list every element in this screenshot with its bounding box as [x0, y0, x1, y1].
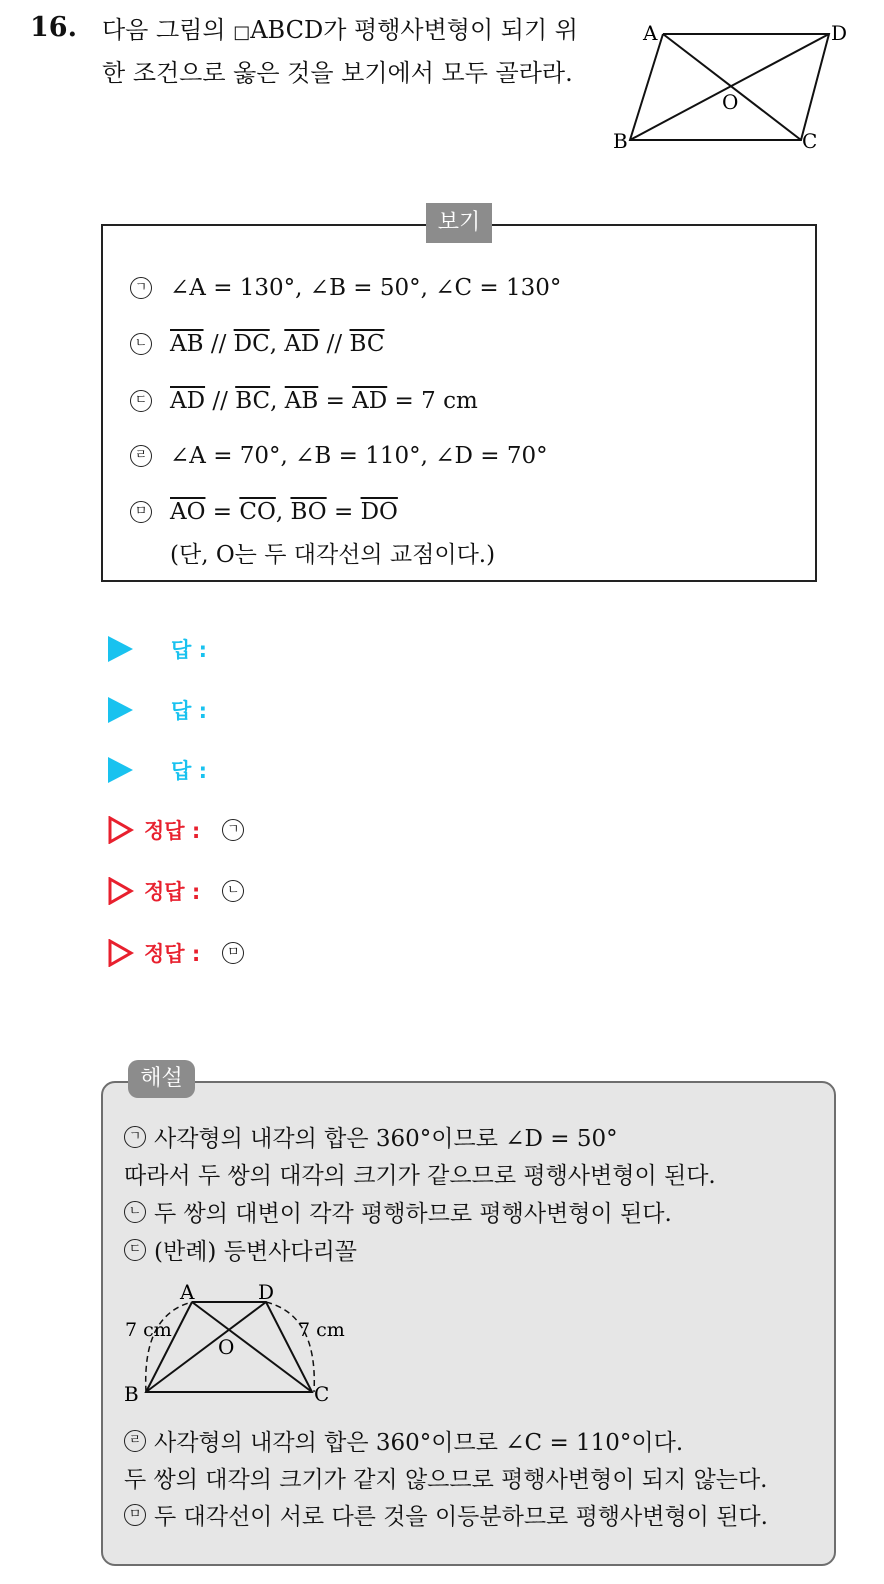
option-2: [130, 331, 384, 357]
option-4: [130, 443, 548, 469]
diagonal-bd: [630, 34, 829, 140]
question-number: 16.: [30, 12, 77, 43]
label-c: C: [802, 129, 818, 153]
option-marker: ㅁ: [130, 501, 152, 523]
side-length-right: 7 cm: [298, 1319, 345, 1341]
correct-label: 정답 :: [144, 942, 201, 966]
outline-triangle-icon: [108, 939, 134, 967]
explanation-text: 따라서 두 쌍의 대각의 크기가 같으므로 평행사변형이 된다.: [124, 1163, 716, 1189]
outline-triangle-icon: [108, 816, 134, 844]
explanation-marker: ㄱ: [124, 1126, 146, 1148]
question-text: [102, 10, 592, 93]
correct-value: ㄴ: [222, 880, 244, 902]
segment-ad: $\overline{AD}$: [284, 331, 320, 357]
label-d: D: [831, 21, 848, 45]
label-c: C: [314, 1382, 330, 1406]
explanation-line-5: [124, 1424, 683, 1457]
relation: //: [203, 331, 234, 357]
option-marker: ㄷ: [130, 390, 152, 412]
explanation-marker: ㄹ: [124, 1430, 146, 1452]
label-a: A: [643, 21, 658, 45]
answer-label: 답 :: [171, 759, 207, 783]
option-1: [130, 275, 561, 301]
play-triangle-icon: [108, 697, 133, 723]
relation: =: [318, 388, 353, 414]
trapezoid-figure: [120, 1275, 360, 1415]
question-text-part: 다음 그림의: [102, 16, 234, 44]
label-o: O: [722, 90, 739, 114]
segment-do: $\overline{DO}$: [360, 499, 398, 525]
option-text: ∠A = 70°, ∠B = 110°, ∠D = 70°: [170, 443, 548, 469]
label-b: B: [124, 1382, 139, 1406]
segment-dc: $\overline{DC}$: [233, 331, 270, 357]
correct-label: 정답 :: [144, 819, 201, 843]
answer-row-2[interactable]: [108, 695, 207, 725]
relation: =: [326, 499, 361, 525]
bogi-label: 보기: [426, 203, 492, 243]
explanation-marker: ㅁ: [124, 1504, 146, 1526]
separator: ,: [275, 499, 291, 525]
answer-label: 답 :: [171, 638, 207, 662]
segment-ab: $\overline{AB}$: [284, 388, 319, 414]
diagonal-ac: [192, 1302, 312, 1392]
explanation-line-7: [124, 1498, 768, 1531]
diagonal-ac: [663, 34, 801, 140]
separator: ,: [269, 331, 285, 357]
answer-row-3[interactable]: [108, 755, 207, 785]
explanation-label: 해설: [128, 1060, 195, 1098]
parallelogram-figure: [605, 18, 865, 158]
option-note: (단, O는 두 대각선의 교점이다.): [170, 542, 496, 568]
correct-row-3: [108, 938, 262, 968]
explanation-line-3: [124, 1195, 672, 1228]
diagonal-bd: [146, 1302, 266, 1392]
play-triangle-icon: [108, 757, 133, 783]
segment-co: $\overline{CO}$: [239, 499, 276, 525]
relation: =: [205, 499, 240, 525]
explanation-line-6: [124, 1461, 767, 1494]
option-marker: ㄴ: [130, 333, 152, 355]
segment-ab: $\overline{AB}$: [170, 331, 204, 357]
separator: ,: [270, 388, 285, 414]
explanation-line-2: [124, 1157, 716, 1190]
outline-triangle-icon: [108, 877, 134, 905]
explanation-text: (반례) 등변사다리꼴: [154, 1239, 358, 1265]
explanation-marker: ㄴ: [124, 1201, 146, 1223]
play-triangle-icon: [108, 636, 133, 662]
option-text: ∠A = 130°, ∠B = 50°, ∠C = 130°: [170, 275, 562, 301]
relation: //: [319, 331, 350, 357]
explanation-text: 사각형의 내각의 합은 360°이므로 ∠C = 110°이다.: [154, 1430, 684, 1456]
answer-label: 답 :: [171, 699, 207, 723]
option-marker: ㄱ: [130, 277, 152, 299]
segment-bc: $\overline{BC}$: [349, 331, 385, 357]
label-o: O: [218, 1335, 235, 1359]
label-b: B: [613, 129, 628, 153]
explanation-text: 두 쌍의 대각의 크기가 같지 않으므로 평행사변형이 되지 않는다.: [124, 1467, 768, 1493]
explanation-text: 두 대각선이 서로 다른 것을 이등분하므로 평행사변형이 된다.: [154, 1504, 768, 1530]
option-3: [130, 388, 478, 414]
square-symbol: □: [233, 22, 251, 43]
label-a: A: [180, 1280, 195, 1304]
side-length-left: 7 cm: [125, 1319, 172, 1341]
correct-value: ㅁ: [222, 942, 244, 964]
segment-ad: $\overline{AD}$: [352, 388, 388, 414]
segment-ad: $\overline{AD}$: [170, 388, 206, 414]
explanation-text: 사각형의 내각의 합은 360°이므로 ∠D = 50°: [154, 1126, 618, 1152]
correct-row-2: [108, 876, 262, 906]
relation: //: [205, 388, 236, 414]
option-marker: ㄹ: [130, 445, 152, 467]
label-d: D: [258, 1280, 275, 1304]
explanation-line-1: [124, 1120, 618, 1153]
correct-value: ㄱ: [222, 819, 244, 841]
correct-label: 정답 :: [144, 880, 201, 904]
option-5: [130, 499, 398, 525]
answer-row-1[interactable]: [108, 634, 207, 664]
segment-bc: $\overline{BC}$: [235, 388, 271, 414]
explanation-line-4: [124, 1233, 357, 1266]
correct-row-1: [108, 815, 262, 845]
segment-bo: $\overline{BO}$: [290, 499, 327, 525]
tail: = 7 cm: [387, 388, 478, 414]
question-text-part: 가 평행사변형이 되기 위한 조건으로 옳은 것을 보기에서 모두 골라라.: [102, 16, 578, 87]
explanation-marker: ㄷ: [124, 1239, 146, 1261]
segment-ao: $\overline{AO}$: [170, 499, 206, 525]
shape-name: ABCD: [250, 16, 324, 44]
explanation-text: 두 쌍의 대변이 각각 평행하므로 평행사변형이 된다.: [154, 1201, 672, 1227]
